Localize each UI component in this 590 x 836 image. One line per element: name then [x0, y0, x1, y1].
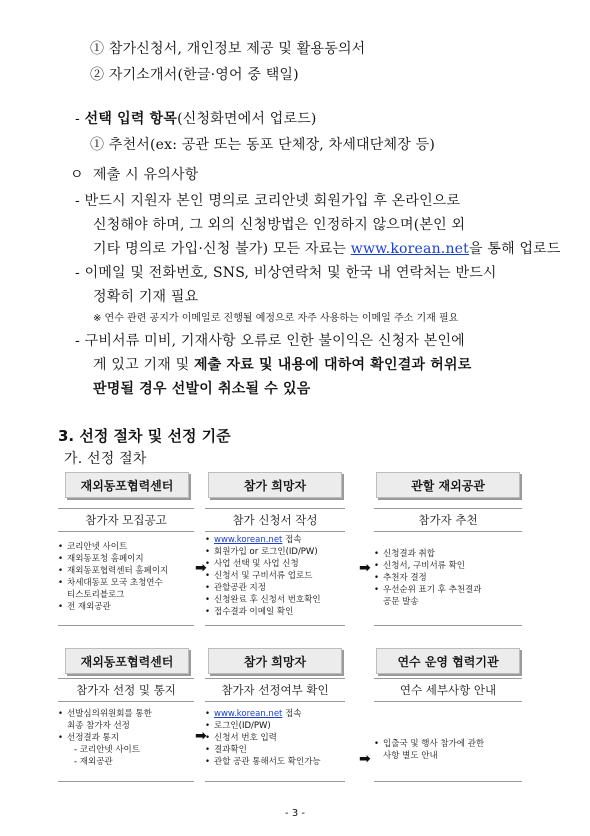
flow-list-item: [58, 577, 194, 589]
flow-list-item: [58, 565, 194, 577]
item-text: - 재외공관: [74, 757, 113, 767]
flow-list-item: [205, 594, 345, 606]
flow-arrow-icon: ➡: [195, 728, 207, 744]
item-text: 접속: [282, 535, 302, 545]
line-13: 판명될 경우 선발이 취소될 수 있음: [93, 381, 311, 397]
item-text: 입출국 및 행사 참가에 관한: [383, 739, 485, 749]
optional-items-note: (신청화면에서 업로드): [177, 111, 317, 127]
flow-list-item: [58, 601, 194, 613]
line-1: ① 참가신청서, 개인정보 제공 및 활용동의서: [90, 41, 366, 57]
line-4: ① 추천서(ex: 공관 또는 동포 단체장, 차세대단체장 등): [90, 137, 435, 153]
page-number: - 3 -: [285, 808, 305, 819]
line-9: [75, 262, 497, 282]
flow-list-item: [374, 584, 522, 596]
flow-list-2: [205, 534, 345, 626]
item-text: 사업 선택 및 사업 신청: [214, 559, 299, 569]
line-8: [93, 238, 561, 258]
flow-header-3: 관할 재외공관: [376, 472, 520, 498]
flow-header-5: 참가 희망자: [208, 648, 342, 674]
flow-list-item[interactable]: [205, 708, 345, 720]
flow-arrow-icon: ➡: [195, 560, 207, 576]
flow-list-item: [58, 708, 194, 720]
flow-header-1: 재외동포협력센터: [65, 472, 189, 498]
text: 이메일 및 전화번호, SNS, 비상연락처 및 한국 내 연락처는 반드시: [84, 265, 497, 281]
flow-arrow-icon: ➡: [359, 751, 371, 767]
flow-list-3: [374, 534, 522, 626]
flow-list-4: [58, 702, 194, 782]
item-text: 공문 발송: [383, 597, 419, 607]
text: 게 있고 기재 및: [93, 357, 194, 373]
flow-list-item: [58, 553, 194, 565]
line-11: [75, 330, 465, 350]
item-text: 회원가입 or 로그인(ID/PW): [214, 547, 318, 557]
flow-sub-5: 참가자 선정여부 확인: [205, 678, 345, 702]
line-3: [75, 108, 317, 128]
flow-list-item: [58, 756, 194, 768]
flow-list-item: [205, 606, 345, 618]
item-text: 전 재외공관: [67, 602, 111, 612]
flow-list-item: [58, 720, 194, 732]
text: 을 통해 업로드: [468, 241, 561, 257]
text: 기타 명의로 가입·신청 불가) 모든 자료는: [93, 241, 351, 257]
flow-list-item: [205, 756, 345, 768]
dash-bullet: -: [75, 333, 80, 349]
flow-list-item: [58, 732, 194, 744]
item-text: 차세대동포 모국 초청연수: [67, 578, 163, 588]
dash-bullet: -: [75, 265, 80, 281]
flow-list-item: [374, 750, 522, 762]
line-12: [93, 354, 471, 374]
flow-sub-6: 연수 세부사항 안내: [374, 678, 522, 702]
item-text: 티스토리블로그: [67, 590, 125, 600]
bold-text: 제출 자료 및 내용에 대하여 확인결과 허위로: [193, 357, 472, 373]
flow-list-item: [374, 560, 522, 572]
dash-bullet: -: [75, 111, 80, 127]
line-5: [70, 164, 198, 184]
dash-bullet: -: [75, 193, 80, 209]
submission-notes-heading: 제출 시 유의사항: [93, 167, 199, 183]
flow-header-4: 재외동포협력센터: [65, 648, 189, 674]
flow-list-item: [374, 572, 522, 584]
flow-list-1: [58, 534, 194, 626]
item-text: 신청완료 후 신청서 번호확인: [214, 595, 321, 605]
flow-list-item: [205, 558, 345, 570]
line-6: [75, 190, 460, 210]
item-text: 사항 별도 안내: [383, 751, 438, 761]
flow-list-item: [205, 570, 345, 582]
flow-arrow-icon: ➡: [359, 560, 371, 576]
flow-list-item: [58, 589, 194, 601]
flow-sub-4: 참가자 선정 및 통지: [58, 678, 194, 702]
item-text: 우선순위 표기 후 추천결과: [383, 585, 482, 595]
flow-sub-2: 참가 신청서 작성: [205, 508, 345, 532]
item-text: 선발심의위원회를 통한: [67, 709, 152, 719]
korean-net-link[interactable]: www.korean.net: [350, 241, 469, 257]
item-text: 신청서, 구비서류 확인: [383, 561, 466, 571]
text: 구비서류 미비, 기재사항 오류로 인한 불이익은 신청자 본인에: [84, 333, 465, 349]
flow-list-item[interactable]: [205, 534, 345, 546]
item-text: 코리안넷 사이트: [67, 542, 128, 552]
item-text: 관할 공관 통해서도 확인가능: [214, 757, 321, 767]
item-text: 결과확인: [214, 745, 247, 755]
flow-list-item: [58, 541, 194, 553]
flow-header-2: 참가 희망자: [208, 472, 342, 498]
flow-list-item: [205, 546, 345, 558]
flow-list-6: [374, 702, 522, 782]
item-text: 추천자 결정: [383, 573, 427, 583]
email-note: ※ 연수 관련 공지가 이메일로 진행될 예정으로 자주 사용하는 이메일 주소 기재 필요: [93, 313, 459, 324]
item-text: 재외동포청 홈페이지: [67, 554, 144, 564]
flow-list-item: [58, 744, 194, 756]
item-text: 관할공관 지정: [214, 583, 266, 593]
item-text: - 코리안넷 사이트: [74, 745, 140, 755]
flow-list-item: [374, 596, 522, 608]
item-text: 신청서 번호 입력: [214, 733, 277, 743]
optional-items-heading: 선택 입력 항목: [84, 111, 178, 127]
flow-list-5: [205, 702, 345, 782]
line-2: ② 자기소개서(한글·영어 중 택일): [90, 67, 299, 83]
text: 반드시 지원자 본인 명의로 코리안넷 회원가입 후 온라인으로: [84, 193, 461, 209]
flow-sub-3: 참가자 추천: [374, 508, 522, 532]
item-text: 신청서 및 구비서류 업로드: [214, 571, 313, 581]
item-text: 재외동포협력센터 홈페이지: [67, 566, 169, 576]
korean-net-link[interactable]: www.korean.net: [214, 709, 283, 719]
flow-list-item: [205, 720, 345, 732]
korean-net-link[interactable]: www.korean.net: [214, 535, 283, 545]
item-text: 로그인(ID/PW): [214, 721, 271, 731]
item-text: 최종 참가자 선정: [67, 721, 130, 731]
flow-header-6: 연수 운영 협력기관: [376, 648, 520, 674]
flow-list-item: [205, 582, 345, 594]
section-subtitle: 가. 선정 절차: [64, 451, 147, 467]
item-text: 접속: [282, 709, 302, 719]
line-7: 신청해야 하며, 그 외의 신청방법은 인정하지 않으며(본인 외: [93, 217, 466, 233]
item-text: 신청결과 취합: [383, 549, 435, 559]
section-title: 3. 선정 절차 및 선정 기준: [58, 427, 231, 445]
circle-bullet: ㅇ: [70, 167, 84, 183]
flow-list-item: [205, 732, 345, 744]
line-10: 정확히 기재 필요: [93, 289, 199, 305]
flow-list-item: [374, 548, 522, 560]
flow-list-item: [374, 738, 522, 750]
item-text: 선정결과 통지: [67, 733, 119, 743]
flow-sub-1: 참가자 모집공고: [58, 508, 194, 532]
item-text: 접수결과 이메일 확인: [214, 607, 294, 617]
flow-list-item: [205, 744, 345, 756]
